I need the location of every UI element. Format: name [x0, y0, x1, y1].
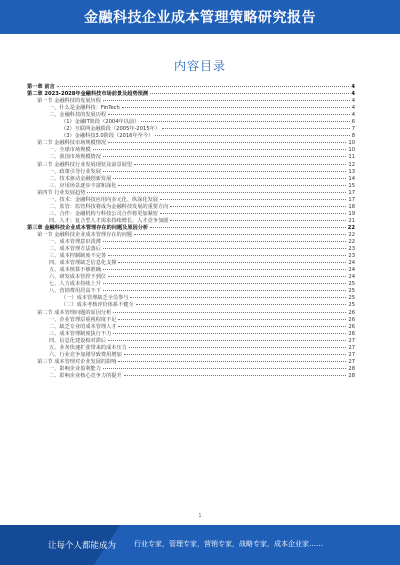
toc-entry-page: 4	[351, 98, 355, 105]
toc-leader-dots	[162, 128, 350, 129]
toc-entry-page: 21	[348, 217, 355, 224]
toc-entry-page: 19	[348, 210, 355, 217]
toc-entry-text: 三、成本管理制度执行不力	[49, 330, 112, 337]
toc-entry[interactable]	[27, 338, 355, 345]
toc-leader-dots	[113, 178, 346, 179]
toc-entry-page: 28	[348, 365, 355, 372]
toc-leader-dots	[103, 283, 347, 284]
toc-entry-text: 第一节 金融科技的发展历程	[37, 98, 101, 105]
toc-entry-text: 五、业务快速扩张带来的成本压力	[49, 344, 127, 351]
toc-entry-page: 23	[348, 253, 355, 260]
toc-entry-text: 四、人才：复合型人才需求持续增长，人才竞争加剧	[49, 217, 169, 224]
toc-leader-dots	[124, 375, 347, 376]
toc-entry-page: 24	[348, 260, 355, 267]
toc-leader-dots	[103, 248, 347, 249]
toc-leader-dots	[108, 142, 346, 143]
toc-leader-dots	[103, 290, 347, 291]
toc-entry-text: 二、成本管理方法落后	[49, 246, 101, 253]
toc-entry-page: 27	[348, 344, 355, 351]
toc-entry-page: 25	[348, 295, 355, 302]
toc-entry-text: 一、影响企业盈利能力	[49, 365, 101, 372]
toc-leader-dots	[108, 255, 346, 256]
toc-entry-page: 22	[348, 239, 355, 246]
toc-entry-page: 27	[348, 358, 355, 365]
report-title: 金融科技企业成本管理策略研究报告	[84, 10, 316, 26]
toc-entry-text: 六、行业竞争加剧导致费用增加	[49, 351, 122, 358]
toc-entry-text: 第三节 成本管理对企业发展的影响	[37, 358, 117, 365]
toc-entry-page: 17	[348, 196, 355, 203]
toc-entry-text: 二、金融科技的发展历程	[49, 112, 107, 119]
toc-entry-page: 14	[348, 175, 355, 182]
toc-leader-dots	[160, 199, 346, 200]
toc-entry[interactable]	[27, 373, 355, 380]
toc-leader-dots	[134, 164, 346, 165]
toc-leader-dots	[103, 100, 350, 101]
toc-entry-page: 25	[348, 302, 355, 309]
toc-entry-text: 一、什么是金融科技：FinTech	[49, 105, 120, 112]
toc-entry-page: 23	[348, 246, 355, 253]
toc-entry-text: 第二节 成本管理问题的原因分析	[37, 309, 112, 316]
toc-entry[interactable]	[27, 359, 355, 366]
footer-banner	[0, 525, 400, 565]
toc-entry[interactable]	[27, 232, 355, 239]
toc-leader-dots	[150, 227, 346, 228]
toc-entry-page: 24	[348, 274, 355, 281]
toc-entry-text: 二、监管：监管科技将成为金融科技发展的重要方向	[49, 203, 169, 210]
toc-entry-page: 10	[348, 147, 355, 154]
toc-leader-dots	[130, 297, 346, 298]
toc-entry-text: 八、营销费用居高不下	[49, 288, 101, 295]
toc-entry-page: 4	[351, 91, 355, 98]
toc-entry[interactable]	[27, 302, 355, 309]
toc-entry[interactable]	[27, 310, 355, 317]
toc-entry-text: 一、成本管理意识淡薄	[49, 239, 101, 246]
toc-entry[interactable]	[27, 352, 355, 359]
toc-leader-dots	[170, 206, 346, 207]
toc-entry[interactable]	[27, 169, 355, 176]
toc-entry-page: 24	[348, 267, 355, 274]
toc-entry-text: 一、企业管理层重视程度不足	[49, 316, 117, 323]
toc-entry-page: 27	[348, 351, 355, 358]
toc-leader-dots	[118, 262, 346, 263]
footer-tagline: 行业专家，管理专家，营销专家，战略专家，成本企业家……	[134, 540, 323, 548]
toc-entry[interactable]	[27, 84, 355, 91]
toc-entry-page: 13	[348, 168, 355, 175]
toc-entry[interactable]	[27, 176, 355, 183]
toc-entry-page: 26	[348, 330, 355, 337]
toc-leader-dots	[108, 114, 350, 115]
toc-entry-page: 6	[351, 119, 355, 126]
toc-entry-page: 26	[348, 323, 355, 330]
toc-leader-dots	[103, 156, 347, 157]
toc-entry-page: 22	[347, 224, 355, 231]
toc-entry[interactable]	[27, 162, 355, 169]
toc-leader-dots	[108, 276, 346, 277]
toc-leader-dots	[103, 368, 347, 369]
toc-entry[interactable]	[27, 317, 355, 324]
toc-entry-text: 三、成本控制制度不完善	[49, 253, 107, 260]
toc-entry-page: 22	[348, 231, 355, 238]
toc-leader-dots	[129, 347, 347, 348]
toc-entry[interactable]	[27, 183, 355, 190]
toc-entry-page: 4	[351, 105, 355, 112]
toc-leader-dots	[118, 326, 346, 327]
toc-leader-dots	[122, 107, 350, 108]
toc-entry[interactable]	[27, 204, 355, 211]
footer-slogan: 让每个人都能成为	[48, 541, 117, 551]
toc-leader-dots	[118, 185, 346, 186]
toc-entry[interactable]	[27, 331, 355, 338]
toc-entry-text: （1）金融IT阶段（2004年以前）	[61, 119, 140, 126]
toc-entry[interactable]	[27, 366, 355, 373]
toc-leader-dots	[108, 340, 346, 341]
toc-leader-dots	[150, 93, 349, 94]
toc-entry[interactable]	[27, 345, 355, 352]
toc-entry-page: 25	[348, 288, 355, 295]
toc-entry[interactable]	[27, 324, 355, 331]
toc-leader-dots	[118, 319, 346, 320]
toc-leader-dots	[93, 149, 347, 150]
toc-entry-page: 4	[351, 112, 355, 119]
toc-entry-text: 第二章 2023-2028年金融科技市场前景及趋势预测	[27, 91, 149, 98]
toc-entry[interactable]	[27, 190, 355, 197]
toc-entry[interactable]	[27, 197, 355, 204]
toc-entry-text: 第四节 行业发展趋势	[37, 189, 86, 196]
toc-entry-page: 11	[348, 154, 355, 161]
toc-entry-text: 二、缺乏专业的成本管理人才	[49, 323, 117, 330]
toc-entry-text: 二、我国市场规模情况	[49, 154, 101, 161]
toc-leader-dots	[103, 241, 347, 242]
table-of-contents	[27, 84, 355, 380]
toc-entry-text: （3）金融科技3.0阶段（2016年至今）	[61, 133, 154, 140]
toc-leader-dots	[160, 213, 346, 214]
toc-entry-text: 一、全球市场规模	[49, 147, 91, 154]
toc-entry-page: 15	[348, 182, 355, 189]
toc-entry-text: 二、影响企业核心竞争力的提升	[49, 372, 122, 379]
toc-entry-text: 三、合作：金融机构与科技公司合作将更加紧密	[49, 210, 158, 217]
toc-leader-dots	[103, 171, 347, 172]
toc-entry-page: 26	[348, 316, 355, 323]
toc-entry-text: 四、成本管理缺乏信息化支撑	[49, 260, 117, 267]
page-number: 1	[198, 513, 202, 519]
toc-entry-text: （2）互联网金融阶段（2005年-2015年）	[61, 126, 161, 133]
toc-leader-dots	[141, 121, 349, 122]
toc-entry-page: 7	[351, 126, 355, 133]
toc-entry-page: 4	[351, 84, 355, 90]
toc-leader-dots	[118, 361, 346, 362]
toc-leader-dots	[155, 135, 349, 136]
toc-entry-text: （二）成本考核评价体系不健全	[61, 302, 134, 309]
toc-entry-page: 28	[348, 372, 355, 379]
toc-entry-text: 第一节 金融科技企业成本管理存在的问题	[37, 231, 133, 238]
toc-entry[interactable]	[27, 154, 355, 161]
toc-leader-dots	[136, 304, 347, 305]
toc-entry-page: 12	[348, 161, 355, 168]
toc-entry-text: （一）成本管理缺乏全员参与	[61, 295, 129, 302]
toc-entry-page: 26	[348, 309, 355, 316]
toc-entry-text: 六、研发成本管控不到位	[49, 274, 107, 281]
toc-entry-text: 第三章 金融科技企业成本管理存在的问题及原因分析	[27, 224, 149, 231]
toc-entry-text: 三、应用场景逐步丰富和深化	[49, 182, 117, 189]
toc-entry-text: 第一章 前言	[27, 84, 55, 90]
toc-entry-text: 一、技术：金融科技应用向多元化、纵深化发展	[49, 196, 158, 203]
toc-entry-page: 17	[348, 189, 355, 196]
header-banner	[0, 0, 400, 34]
toc-leader-dots	[124, 354, 347, 355]
toc-heading: 内容目录	[173, 59, 226, 73]
toc-leader-dots	[87, 192, 346, 193]
toc-entry-text: 七、人力成本持续上升	[49, 281, 101, 288]
toc-entry-text: 一、政策引导行业发展	[49, 168, 101, 175]
toc-entry-page: 10	[348, 140, 355, 147]
toc-entry-page: 18	[348, 203, 355, 210]
toc-entry-text: 二、技术驱动金融创新发展	[49, 175, 112, 182]
toc-leader-dots	[113, 312, 346, 313]
toc-entry-page: 8	[351, 133, 355, 140]
toc-entry-text: 四、信息化建设相对滞后	[49, 337, 107, 344]
toc-leader-dots	[103, 269, 347, 270]
toc-leader-dots	[170, 220, 346, 221]
toc-entry-text: 第三节 金融科技行业发展现状及前景展望	[37, 161, 133, 168]
toc-entry[interactable]	[27, 218, 355, 225]
toc-leader-dots	[57, 86, 350, 87]
toc-entry[interactable]	[27, 225, 355, 232]
toc-leader-dots	[113, 333, 346, 334]
toc-entry-text: 五、成本核算不够准确	[49, 267, 101, 274]
toc-entry-page: 27	[348, 337, 355, 344]
toc-leader-dots	[134, 234, 346, 235]
toc-entry-page: 25	[348, 281, 355, 288]
toc-entry-text: 第二节 金融科技市场规模情况	[37, 140, 107, 147]
toc-entry[interactable]	[27, 211, 355, 218]
